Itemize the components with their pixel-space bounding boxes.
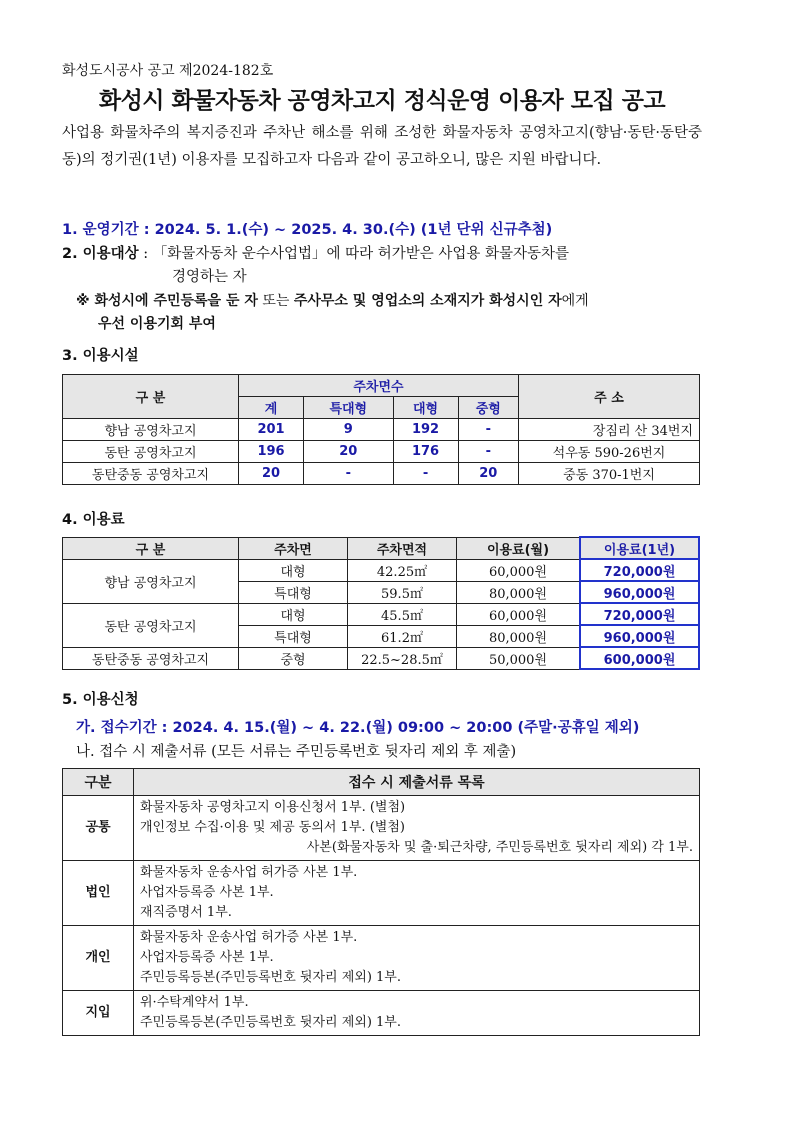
eligibility-text-cont: 경영하는 자 <box>172 269 247 285</box>
priority-note <box>76 290 704 336</box>
list-item: 재직증명서 1부. <box>140 905 232 920</box>
fee-header-monthly: 이용료(월) <box>457 537 581 559</box>
fee-type: 대형 <box>239 603 348 625</box>
facility-total: 20 <box>239 463 304 485</box>
facility-header-large: 대형 <box>393 397 458 419</box>
facility-large: 176 <box>393 441 458 463</box>
page-title: 화성시 화물자동차 공영차고지 정식운영 이용자 모집 공고 <box>98 88 666 114</box>
table-row <box>63 991 700 1036</box>
note-mid-1: 또는 <box>257 293 294 309</box>
docs-list <box>134 861 700 926</box>
fee-facility-name: 향남 공영차고지 <box>63 559 239 603</box>
facility-address: 장짐리 산 34번지 <box>519 419 700 441</box>
list-item: 위·수탁계약서 1부. <box>140 995 249 1010</box>
note-bold-3: 우선 이용기회 부여 <box>98 316 216 332</box>
facility-xlarge: - <box>304 463 393 485</box>
facility-name: 동탄중동 공영차고지 <box>63 463 239 485</box>
facility-medium: - <box>458 441 518 463</box>
fee-type: 특대형 <box>239 625 348 647</box>
facility-large: - <box>393 463 458 485</box>
fee-type: 특대형 <box>239 581 348 603</box>
fee-yearly: 720,000원 <box>580 559 699 581</box>
docs-list <box>134 991 700 1036</box>
fee-area: 45.5㎡ <box>348 603 457 625</box>
notice-number: 화성도시공사 공고 제2024-182호 <box>62 63 274 79</box>
fee-yearly: 960,000원 <box>580 625 699 647</box>
facility-header-spaces: 주차면수 <box>239 375 519 397</box>
fee-type: 대형 <box>239 559 348 581</box>
eligibility-section <box>62 243 702 289</box>
facility-medium: - <box>458 419 518 441</box>
facility-address: 석우동 590-26번지 <box>519 441 700 463</box>
docs-header-category: 구분 <box>63 769 134 796</box>
docs-list <box>134 796 700 861</box>
list-item: 사업자등록증 사본 1부. <box>140 950 274 965</box>
facility-name: 향남 공영차고지 <box>63 419 239 441</box>
fee-section-title: 4. 이용료 <box>62 512 125 528</box>
list-item: 사본(화물자동차 및 출·퇴근차량, 주민등록번호 뒷자리 제외) 각 1부. <box>306 840 693 855</box>
list-item: 주민등록등본(주민등록번호 뒷자리 제외) 1부. <box>140 970 401 985</box>
facility-header-xlarge: 특대형 <box>304 397 393 419</box>
fee-monthly: 80,000원 <box>457 625 581 647</box>
list-item: 개인정보 수집·이용 및 제공 동의서 1부. (별첨) <box>140 820 405 835</box>
fee-header-area: 주차면적 <box>348 537 457 559</box>
documents-table <box>62 768 700 1036</box>
fee-area: 42.25㎡ <box>348 559 457 581</box>
facility-xlarge: 20 <box>304 441 393 463</box>
list-item: 화물자동차 공영차고지 이용신청서 1부. (별첨) <box>140 800 406 815</box>
facility-xlarge: 9 <box>304 419 393 441</box>
table-row <box>63 796 700 861</box>
apply-section-title: 5. 이용신청 <box>62 692 139 708</box>
facility-medium: 20 <box>458 463 518 485</box>
facility-header-address: 주 소 <box>519 375 700 419</box>
list-item: 주민등록등본(주민등록번호 뒷자리 제외) 1부. <box>140 1015 401 1030</box>
fee-header-category: 구 분 <box>63 537 239 559</box>
fee-monthly: 60,000원 <box>457 603 581 625</box>
note-mid-2: 에게 <box>561 293 589 309</box>
note-bold-1: 화성시에 주민등록을 둔 자 <box>94 293 258 309</box>
facility-header-medium: 중형 <box>458 397 518 419</box>
facility-address: 중동 370-1번지 <box>519 463 700 485</box>
docs-category: 개인 <box>63 926 134 991</box>
table-row <box>63 603 700 625</box>
fee-monthly: 60,000원 <box>457 559 581 581</box>
docs-category: 공통 <box>63 796 134 861</box>
fee-monthly: 80,000원 <box>457 581 581 603</box>
docs-list <box>134 926 700 991</box>
fee-type: 중형 <box>239 647 348 669</box>
list-item: 화물자동차 운송사업 허가증 사본 1부. <box>140 930 358 945</box>
fee-facility-name: 동탄중동 공영차고지 <box>63 647 239 669</box>
docs-header-list: 접수 시 제출서류 목록 <box>134 769 700 796</box>
table-row <box>63 419 700 441</box>
fee-monthly: 50,000원 <box>457 647 581 669</box>
apply-docs-note: 나. 접수 시 제출서류 (모든 서류는 주민등록번호 뒷자리 제외 후 제출) <box>76 744 517 760</box>
facility-total: 201 <box>239 419 304 441</box>
apply-period: 가. 접수기간 : 2024. 4. 15.(월) ~ 4. 22.(월) 09:00 ~ 20:00 (주말·공휴일 제외) <box>76 720 640 736</box>
fee-yearly: 720,000원 <box>580 603 699 625</box>
intro-paragraph: 사업용 화물차주의 복지증진과 주차난 해소를 위해 조성한 화물자동차 공영차고지(향남·동탄·동탄중동)의 정기권(1년) 이용자를 모집하고자 다음과 같이 공고하오니, 많은 지원 바랍니다. <box>62 125 702 168</box>
fee-header-yearly: 이용료(1년) <box>580 537 699 559</box>
operation-period: 1. 운영기간 : 2024. 5. 1.(수) ~ 2025. 4. 30.(수) (1년 단위 신규추첨) <box>62 222 553 238</box>
list-item: 화물자동차 운송사업 허가증 사본 1부. <box>140 865 358 880</box>
note-bold-2: 주사무소 및 영업소의 소재지가 화성시인 자 <box>293 293 562 309</box>
facility-header-total: 계 <box>239 397 304 419</box>
eligibility-label: 2. 이용대상 <box>62 246 139 262</box>
note-mark: ※ <box>76 293 95 309</box>
docs-category: 지입 <box>63 991 134 1036</box>
eligibility-text: : 「화물자동차 운수사업법」에 따라 허가받은 사업용 화물자동차를 <box>138 246 570 262</box>
facility-header-category: 구 분 <box>63 375 239 419</box>
fee-table <box>62 536 700 670</box>
facility-large: 192 <box>393 419 458 441</box>
fee-yearly: 960,000원 <box>580 581 699 603</box>
fee-area: 61.2㎡ <box>348 625 457 647</box>
facility-total: 196 <box>239 441 304 463</box>
table-row <box>63 559 700 581</box>
facility-table <box>62 374 700 485</box>
table-row <box>63 926 700 991</box>
fee-area: 22.5~28.5㎡ <box>348 647 457 669</box>
table-row <box>63 441 700 463</box>
list-item: 사업자등록증 사본 1부. <box>140 885 274 900</box>
fee-facility-name: 동탄 공영차고지 <box>63 603 239 647</box>
facility-name: 동탄 공영차고지 <box>63 441 239 463</box>
docs-category: 법인 <box>63 861 134 926</box>
fee-yearly: 600,000원 <box>580 647 699 669</box>
table-row <box>63 647 700 669</box>
facility-section-title: 3. 이용시설 <box>62 348 139 364</box>
fee-area: 59.5㎡ <box>348 581 457 603</box>
table-row <box>63 861 700 926</box>
fee-header-type: 주차면 <box>239 537 348 559</box>
table-row <box>63 463 700 485</box>
